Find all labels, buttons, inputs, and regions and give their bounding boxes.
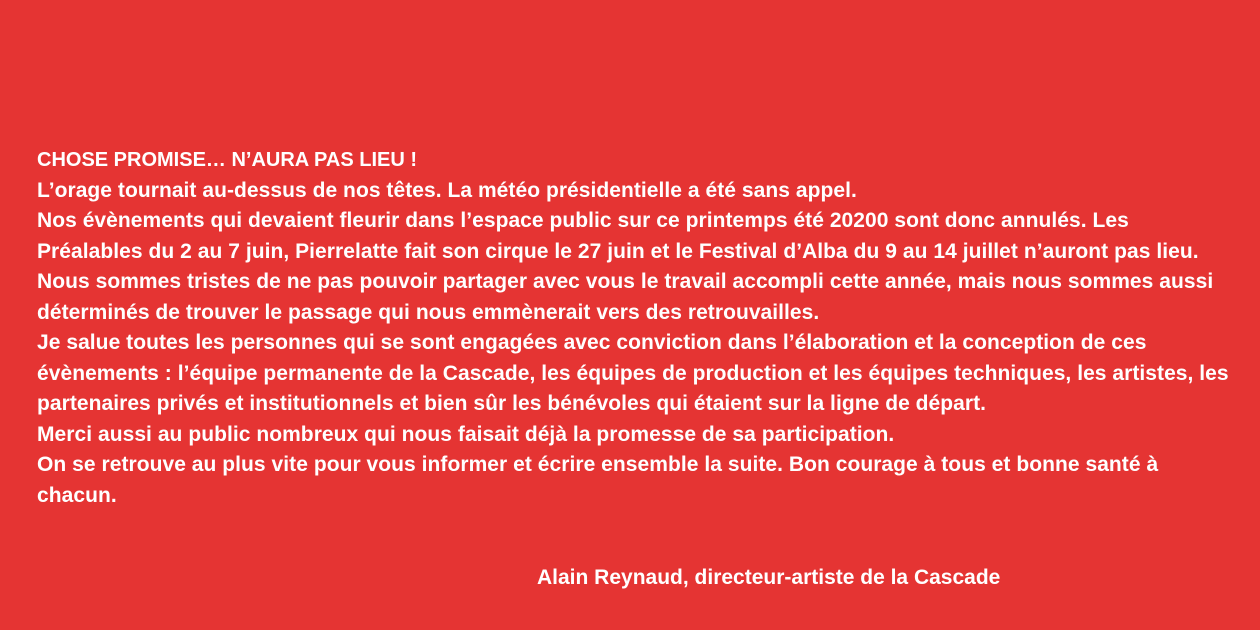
signature: Alain Reynaud, directeur-artiste de la Cascade (537, 566, 1001, 589)
paragraph-storm: L’orage tournait au-dessus de nos têtes. La météo présidentielle a été sans appel. (37, 178, 857, 202)
paragraph-sadness: Nous sommes tristes de ne pas pouvoir partager avec vous le travail accompli cette année, mais nous sommes aussi déterminés de trouver le passage qui nous emmènerait vers des retrouvailles. (37, 270, 1214, 324)
paragraph-closing: On se retrouve au plus vite pour vous informer et écrire ensemble la suite. Bon courage à tous et bonne santé à chacun. (37, 453, 1159, 507)
paragraph-cancellations: Nos évènements qui devaient fleurir dans l’espace public sur ce printemps été 20200 sont donc annulés. Les Préalables du 2 au 7 juin, Pierrelatte fait son cirque le 27 juin et le Festival d’Alba du 9 au 14 juillet n’auront pas lieu. (37, 209, 1199, 263)
paragraph-thanks-teams: Je salue toutes les personnes qui se sont engagées avec conviction dans l’élaboration et la conception de ces évènements : l’équipe permanente de la Cascade, les équipes de production et les équipes techniques, les artistes, les partenaires privés et institutionnels et bien sûr les bénévoles qui étaient sur la ligne de départ. (37, 331, 1229, 415)
paragraph-thanks-public: Merci aussi au public nombreux qui nous faisait déjà la promesse de sa participation. (37, 422, 895, 446)
headline: CHOSE PROMISE… N’AURA PAS LIEU ! (37, 149, 418, 171)
announcement-body (37, 145, 1232, 511)
